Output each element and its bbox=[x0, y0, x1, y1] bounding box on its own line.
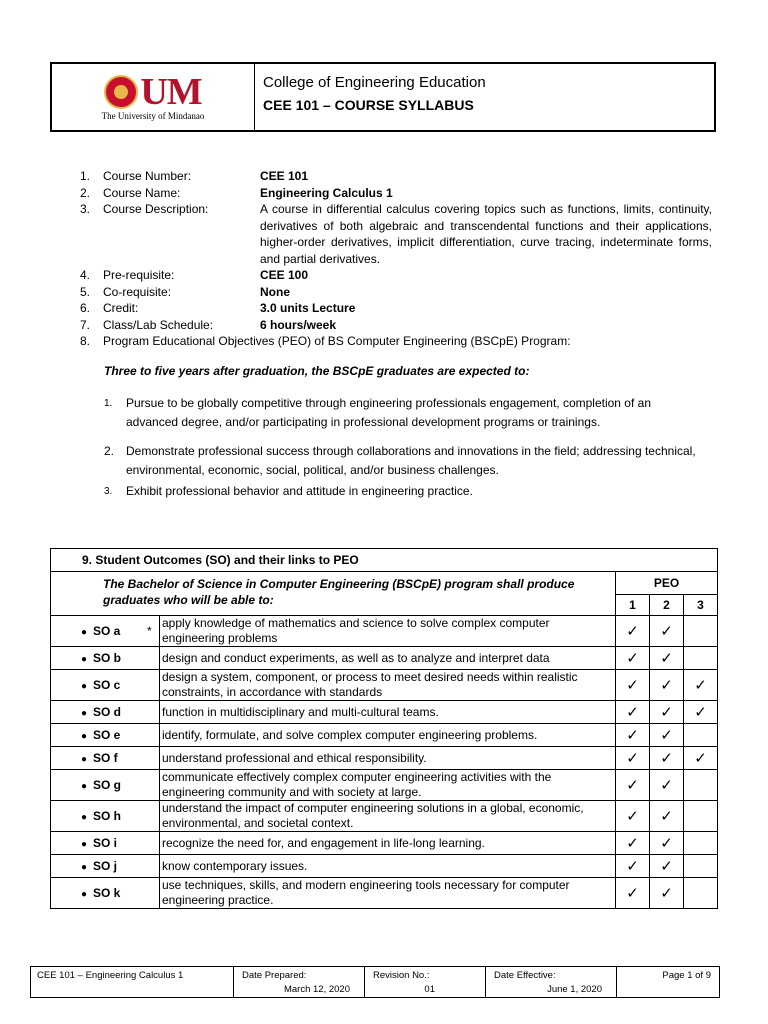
so-code: SO g bbox=[93, 778, 122, 792]
peo-check-cell bbox=[616, 832, 650, 855]
peo-check-cell bbox=[616, 647, 650, 670]
so-description: design and conduct experiments, as well as to analyze and interpret data bbox=[162, 650, 550, 665]
peo-check-cell bbox=[650, 770, 684, 801]
peo-check-cell bbox=[684, 770, 718, 801]
university-seal-icon bbox=[104, 75, 138, 109]
check-icon: ✓ bbox=[660, 650, 673, 667]
so-row bbox=[51, 616, 718, 647]
check-icon: ✓ bbox=[626, 858, 639, 875]
peo-item bbox=[104, 394, 704, 432]
peo-check-cell bbox=[684, 747, 718, 770]
footer-course: CEE 101 – Engineering Calculus 1 bbox=[37, 970, 184, 981]
so-row bbox=[51, 747, 718, 770]
bullet-icon: ● bbox=[80, 627, 87, 638]
syllabus-title: CEE 101 – COURSE SYLLABUS bbox=[263, 97, 474, 113]
so-code: SO e bbox=[93, 728, 121, 742]
peo-check-cell bbox=[616, 747, 650, 770]
info-label: Course Description: bbox=[103, 202, 209, 216]
so-description: function in multidisciplinary and multi-cultural teams. bbox=[162, 704, 439, 719]
info-row bbox=[80, 185, 712, 202]
so-code: SO j bbox=[93, 859, 118, 873]
so-row bbox=[51, 878, 718, 909]
info-row bbox=[80, 317, 712, 334]
so-row bbox=[51, 855, 718, 878]
so-code: SO i bbox=[93, 836, 118, 850]
so-code: SO f bbox=[93, 751, 118, 765]
peo-check-cell bbox=[650, 801, 684, 832]
peo-column-number: 2 bbox=[650, 595, 684, 616]
check-icon: ✓ bbox=[626, 835, 639, 852]
bullet-icon: ● bbox=[80, 812, 87, 823]
peo-check-cell bbox=[616, 855, 650, 878]
class-schedule: 6 hours/week bbox=[260, 317, 337, 332]
course-number: CEE 101 bbox=[260, 169, 309, 183]
bullet-icon: ● bbox=[80, 708, 87, 719]
info-number: 8. bbox=[80, 334, 91, 348]
peo-number: 1. bbox=[104, 398, 113, 409]
check-icon: ✓ bbox=[660, 623, 673, 640]
credit: 3.0 units Lecture bbox=[260, 301, 356, 315]
so-description: understand professional and ethical responsibility. bbox=[162, 750, 427, 765]
check-icon: ✓ bbox=[626, 727, 639, 744]
check-icon: ✓ bbox=[660, 835, 673, 852]
so-row bbox=[51, 701, 718, 724]
peo-heading: Program Educational Objectives (PEO) of BS Computer Engineering (BSCpE) Program: bbox=[103, 334, 571, 348]
peo-column-header: PEO bbox=[616, 572, 718, 595]
so-row bbox=[51, 770, 718, 801]
check-icon: ✓ bbox=[626, 808, 639, 825]
peo-check-cell bbox=[684, 616, 718, 647]
peo-check-cell bbox=[616, 770, 650, 801]
info-number: 2. bbox=[80, 185, 91, 200]
so-table-heading: 9. Student Outcomes (SO) and their links to PEO bbox=[51, 549, 718, 572]
check-icon: ✓ bbox=[626, 650, 639, 667]
info-row bbox=[80, 267, 712, 284]
so-description: identify, formulate, and solve complex computer engineering problems. bbox=[162, 727, 538, 742]
check-icon: ✓ bbox=[660, 750, 673, 767]
info-row bbox=[80, 201, 712, 267]
so-description: know contemporary issues. bbox=[162, 858, 308, 873]
check-icon: ✓ bbox=[660, 777, 673, 794]
page-number: Page 1 of 9 bbox=[662, 970, 711, 981]
logo-subtext: The University of Mindanao bbox=[101, 110, 205, 121]
peo-check-cell bbox=[684, 801, 718, 832]
so-intro: The Bachelor of Science in Computer Engineering (BSCpE) program shall produce graduates who will be able to: bbox=[51, 572, 616, 616]
check-icon: ✓ bbox=[626, 677, 639, 694]
bullet-icon: ● bbox=[80, 862, 87, 873]
check-icon: ✓ bbox=[660, 677, 673, 694]
info-label: Credit: bbox=[103, 301, 139, 315]
peo-check-cell bbox=[616, 670, 650, 701]
so-description: understand the impact of computer engineering solutions in a global, economic, environmental, and societal context. bbox=[162, 801, 584, 830]
university-logo bbox=[52, 64, 255, 130]
so-code: SO c bbox=[93, 678, 121, 692]
info-row bbox=[80, 168, 712, 185]
peo-check-cell bbox=[650, 724, 684, 747]
revision-label: Revision No.: bbox=[373, 970, 430, 981]
so-description: use techniques, skills, and modern engineering tools necessary for computer engineering practice. bbox=[162, 878, 570, 907]
peo-list bbox=[104, 394, 704, 511]
so-code: SO a bbox=[93, 624, 121, 638]
so-code: SO h bbox=[93, 809, 122, 823]
peo-check-cell bbox=[650, 616, 684, 647]
college-name: College of Engineering Education bbox=[263, 74, 486, 91]
logo-text: UM bbox=[140, 70, 202, 113]
check-icon: ✓ bbox=[626, 704, 639, 721]
check-icon: ✓ bbox=[660, 885, 673, 902]
peo-check-cell bbox=[684, 670, 718, 701]
so-code: SO k bbox=[93, 886, 121, 900]
bullet-icon: ● bbox=[80, 889, 87, 900]
date-prepared-label: Date Prepared: bbox=[242, 970, 307, 981]
so-row bbox=[51, 724, 718, 747]
so-description: recognize the need for, and engagement in life-long learning. bbox=[162, 835, 485, 850]
info-number: 6. bbox=[80, 301, 91, 315]
peo-text: Demonstrate professional success through collaborations and innovations in the field; addressing technical, environmental, economic, social, political, and/or business challenges. bbox=[126, 444, 696, 477]
peo-check-cell bbox=[650, 647, 684, 670]
info-number: 3. bbox=[80, 202, 91, 216]
so-description: apply knowledge of mathematics and science to solve complex computer engineering problems bbox=[162, 616, 550, 645]
peo-check-cell bbox=[650, 832, 684, 855]
bullet-icon: ● bbox=[80, 839, 87, 850]
so-row bbox=[51, 801, 718, 832]
so-star: * bbox=[147, 624, 152, 638]
so-row bbox=[51, 670, 718, 701]
syllabus-header bbox=[50, 62, 716, 132]
peo-item bbox=[104, 442, 704, 480]
so-row bbox=[51, 832, 718, 855]
peo-check-cell bbox=[616, 801, 650, 832]
peo-check-cell bbox=[650, 670, 684, 701]
check-icon: ✓ bbox=[694, 750, 707, 767]
info-label: Course Number: bbox=[103, 169, 192, 183]
check-icon: ✓ bbox=[626, 777, 639, 794]
peo-check-cell bbox=[616, 878, 650, 909]
date-effective: June 1, 2020 bbox=[547, 984, 602, 995]
info-row bbox=[80, 284, 712, 301]
check-icon: ✓ bbox=[694, 704, 707, 721]
bullet-icon: ● bbox=[80, 681, 87, 692]
peo-column-number: 3 bbox=[684, 595, 718, 616]
date-prepared: March 12, 2020 bbox=[283, 984, 350, 995]
check-icon: ✓ bbox=[626, 885, 639, 902]
info-label: Pre-requisite: bbox=[103, 268, 175, 282]
peo-check-cell bbox=[684, 832, 718, 855]
peo-check-cell bbox=[616, 724, 650, 747]
peo-check-cell bbox=[650, 747, 684, 770]
peo-check-cell bbox=[684, 647, 718, 670]
peo-item bbox=[104, 482, 704, 501]
so-row bbox=[51, 647, 718, 670]
course-name: Engineering Calculus 1 bbox=[260, 185, 393, 200]
info-label: Class/Lab Schedule: bbox=[103, 317, 214, 332]
check-icon: ✓ bbox=[694, 677, 707, 694]
check-icon: ✓ bbox=[660, 704, 673, 721]
peo-check-cell bbox=[684, 701, 718, 724]
info-row bbox=[80, 333, 712, 350]
peo-number: 2. bbox=[104, 444, 115, 458]
info-label: Course Name: bbox=[103, 185, 181, 200]
so-code: SO b bbox=[93, 651, 122, 665]
peo-check-cell bbox=[684, 855, 718, 878]
prerequisite: CEE 100 bbox=[260, 268, 309, 282]
info-row bbox=[80, 300, 712, 317]
corequisite: None bbox=[260, 284, 290, 299]
peo-text: Exhibit professional behavior and attitude in engineering practice. bbox=[126, 484, 473, 498]
bullet-icon: ● bbox=[80, 731, 87, 742]
peo-intro: Three to five years after graduation, the BSCpE graduates are expected to: bbox=[104, 364, 530, 378]
page-footer bbox=[30, 966, 720, 998]
peo-check-cell bbox=[650, 855, 684, 878]
so-code: SO d bbox=[93, 705, 122, 719]
info-number: 7. bbox=[80, 317, 91, 332]
peo-check-cell bbox=[616, 701, 650, 724]
check-icon: ✓ bbox=[660, 808, 673, 825]
peo-check-cell bbox=[616, 616, 650, 647]
peo-check-cell bbox=[684, 878, 718, 909]
so-description: communicate effectively complex computer engineering activities with the engineering community and with society at large. bbox=[162, 770, 552, 799]
check-icon: ✓ bbox=[626, 750, 639, 767]
check-icon: ✓ bbox=[626, 623, 639, 640]
bullet-icon: ● bbox=[80, 654, 87, 665]
peo-number: 3. bbox=[104, 486, 113, 497]
revision-number: 01 bbox=[424, 984, 435, 995]
date-effective-label: Date Effective: bbox=[494, 970, 556, 981]
info-number: 1. bbox=[80, 169, 91, 183]
info-number: 5. bbox=[80, 284, 91, 299]
bullet-icon: ● bbox=[80, 754, 87, 765]
student-outcomes-table bbox=[50, 548, 718, 909]
info-label: Co-requisite: bbox=[103, 284, 172, 299]
peo-text: Pursue to be globally competitive through engineering professionals engagement, completion of an advanced degree, and/or participating in professional development programs or trainings. bbox=[126, 396, 651, 429]
peo-check-cell bbox=[650, 701, 684, 724]
peo-check-cell bbox=[684, 724, 718, 747]
peo-check-cell bbox=[650, 878, 684, 909]
check-icon: ✓ bbox=[660, 858, 673, 875]
course-info-list bbox=[80, 168, 712, 350]
bullet-icon: ● bbox=[80, 781, 87, 792]
check-icon: ✓ bbox=[660, 727, 673, 744]
course-description: A course in differential calculus covering topics such as functions, limits, continuity, derivatives of both algebraic and transcendental functions and their applications, higher-order derivatives, implicit differentiation, curve tracing, indeterminate forms, and partial derivatives. bbox=[260, 202, 712, 266]
so-description: design a system, component, or process to meet desired needs within realistic constraints, in accordance with standards bbox=[162, 670, 578, 699]
info-number: 4. bbox=[80, 268, 91, 282]
peo-column-number: 1 bbox=[616, 595, 650, 616]
